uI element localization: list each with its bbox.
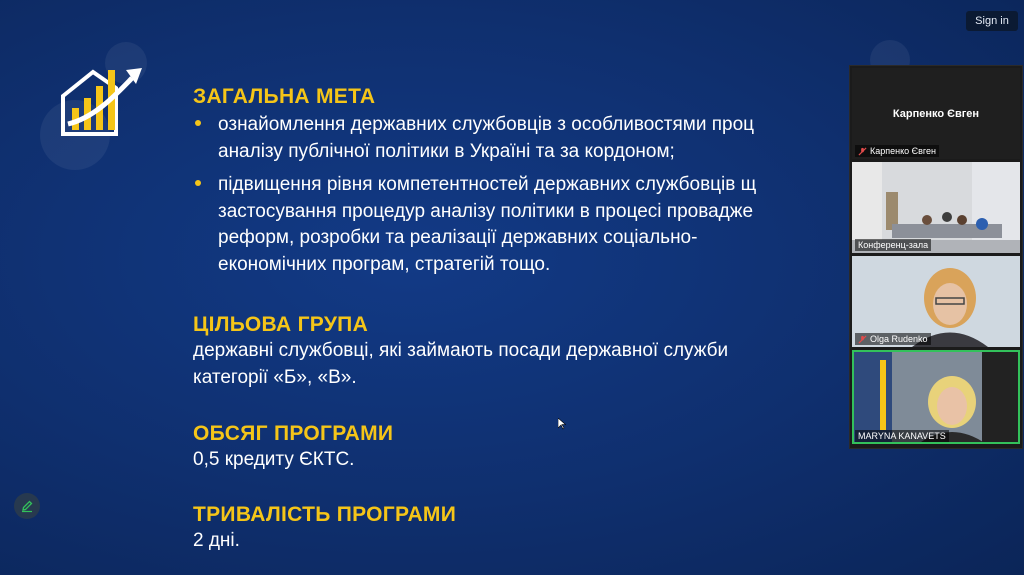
participant-tile[interactable] <box>852 68 1020 159</box>
goal-section <box>193 84 843 278</box>
growth-chart-arrow-icon <box>58 58 144 138</box>
video-gallery-panel[interactable] <box>849 65 1023 449</box>
annotate-button[interactable] <box>14 493 40 519</box>
participant-label <box>855 145 939 157</box>
target-heading: ЦІЛЬОВА ГРУПА <box>193 313 369 336</box>
participant-tile[interactable] <box>852 162 1020 253</box>
target-section <box>193 312 843 391</box>
duration-heading: ТРИВАЛІСТЬ ПРОГРАМИ <box>193 503 457 526</box>
bullet-text: ознайомлення державних службовців з особливостями проц аналізу публічної політики в Україні та за кордоном; <box>218 114 755 162</box>
participant-label <box>855 239 931 251</box>
goal-heading: ЗАГАЛЬНА МЕТА <box>193 85 376 108</box>
mic-muted-icon <box>858 335 867 344</box>
bullet-dot-icon <box>195 180 201 186</box>
logo <box>58 58 144 138</box>
target-text: державні службовці, які займають посади державної служби категорії «Б», «В». <box>193 340 729 388</box>
participant-tile-active[interactable] <box>852 350 1020 444</box>
bullet-text: підвищення рівня компетентностей державних службовців щ застосування процедур аналізу політики в процесі провадже реформ, розробки та реалізації державних соціально- економічних програм, стратегій тощо. <box>218 174 757 275</box>
volume-heading: ОБСЯГ ПРОГРАМИ <box>193 422 394 445</box>
participant-title: Карпенко Євген <box>892 107 980 120</box>
duration-text: 2 дні. <box>193 530 240 551</box>
volume-section <box>193 421 843 474</box>
bullet-item <box>193 172 843 278</box>
participant-label <box>855 430 949 442</box>
mouse-cursor-icon <box>558 418 566 430</box>
pencil-icon <box>20 499 34 513</box>
participant-name: Карпенко Євген <box>870 146 936 156</box>
bullet-item <box>193 112 843 165</box>
mic-muted-icon <box>858 147 867 156</box>
participant-name: Olga Rudenko <box>870 334 928 344</box>
participant-tile[interactable] <box>852 256 1020 347</box>
volume-text: 0,5 кредиту ЄКТС. <box>193 449 355 470</box>
duration-section <box>193 502 843 555</box>
bullet-dot-icon <box>195 120 201 126</box>
sign-in-button[interactable]: Sign in <box>966 11 1018 31</box>
participant-name: Конференц-зала <box>858 240 929 250</box>
participant-name: MARYNA KANAVETS <box>858 431 946 441</box>
participant-label <box>855 333 931 345</box>
